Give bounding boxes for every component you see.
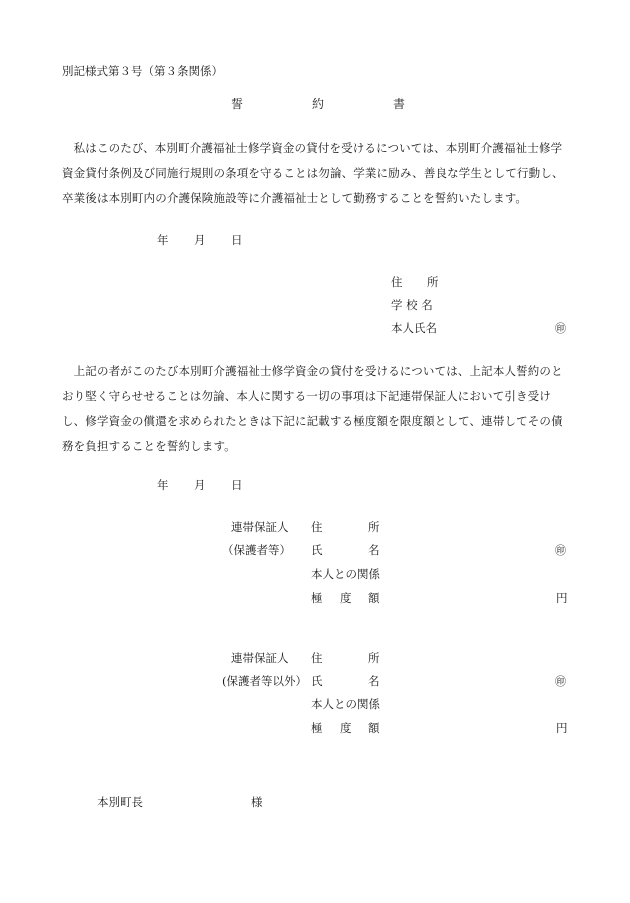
guarantor1-seal-mark: ㊞ — [555, 544, 566, 557]
guarantor2-seal-mark: ㊞ — [555, 675, 566, 688]
date2-month: 月 — [194, 478, 206, 492]
date1-day: 日 — [231, 233, 243, 247]
guarantor1-title: 連帯保証人 — [231, 520, 289, 534]
applicant-address-label-1: 住 — [391, 275, 403, 289]
title-char-1: 誓 — [231, 97, 244, 111]
guarantor2-name-label-2: 名 — [368, 674, 380, 688]
guarantor1-name-label-2: 名 — [368, 543, 380, 557]
applicant-school-label: 学 校 名 — [391, 298, 433, 312]
guarantor2-currency: 円 — [556, 721, 568, 735]
guarantor1-limit-label-3: 額 — [368, 591, 380, 605]
guarantor1-address-label-1: 住 — [311, 520, 323, 534]
addressee-name: 本別町長 — [97, 795, 143, 809]
guarantor2-subtitle: (保護者等以外） — [222, 674, 307, 688]
guarantor1-limit-label-1: 極 — [311, 591, 323, 605]
guarantor2-title: 連帯保証人 — [231, 651, 289, 665]
title-char-3: 書 — [393, 97, 406, 111]
date1-month: 月 — [194, 233, 206, 247]
title-char-2: 約 — [312, 97, 325, 111]
guarantor2-limit-label-3: 額 — [368, 721, 380, 735]
date1-year: 年 — [157, 233, 169, 247]
guarantor2-name-label-1: 氏 — [311, 674, 323, 688]
guarantor2-address-label-1: 住 — [311, 651, 323, 665]
date2-day: 日 — [231, 478, 243, 492]
guarantor1-name-label-1: 氏 — [311, 543, 323, 557]
guarantor2-address-label-2: 所 — [368, 651, 380, 665]
guarantor1-subtitle: （保護者等） — [222, 543, 291, 557]
date2-year: 年 — [157, 478, 169, 492]
form-number-label: 別記様式第３号（第３条関係） — [62, 64, 223, 78]
guarantor1-limit-label-2: 度 — [340, 591, 352, 605]
guarantor1-currency: 円 — [556, 591, 568, 605]
guarantor2-relation-label: 本人との関係 — [311, 697, 380, 711]
guarantor1-address-label-2: 所 — [368, 520, 380, 534]
applicant-name-label: 本人氏名 — [391, 321, 437, 335]
addressee-honorific: 様 — [251, 795, 263, 809]
applicant-seal-mark: ㊞ — [555, 322, 566, 335]
pledge-paragraph: 私はこのたび、本別町介護福祉士修学資金の貸付を受けるについては、本別町介護福祉士修学資金貸付条例及び同施行規則の条項を守ることは勿論、学業に励み、善良な学生として行動し、卒業後は本別町内の介護保険施設等に介護福祉士として勤務することを誓約いたします。 — [62, 141, 564, 205]
applicant-address-label-2: 所 — [427, 275, 439, 289]
guarantor2-limit-label-1: 極 — [311, 721, 323, 735]
guarantor1-relation-label: 本人との関係 — [311, 567, 380, 581]
guarantor2-limit-label-2: 度 — [340, 721, 352, 735]
guarantee-paragraph: 上記の者がこのたび本別町介護福祉士修学資金の貸付を受けるについては、上記本人誓約のとおり堅く守らせせることは勿論、本人に関する一切の事項は下記連帯保証人において引き受けし、修学資金の償還を求められたときは下記に記載する極度額を限度額として、連帯してその債務を負担することを誓約します。 — [62, 364, 563, 453]
